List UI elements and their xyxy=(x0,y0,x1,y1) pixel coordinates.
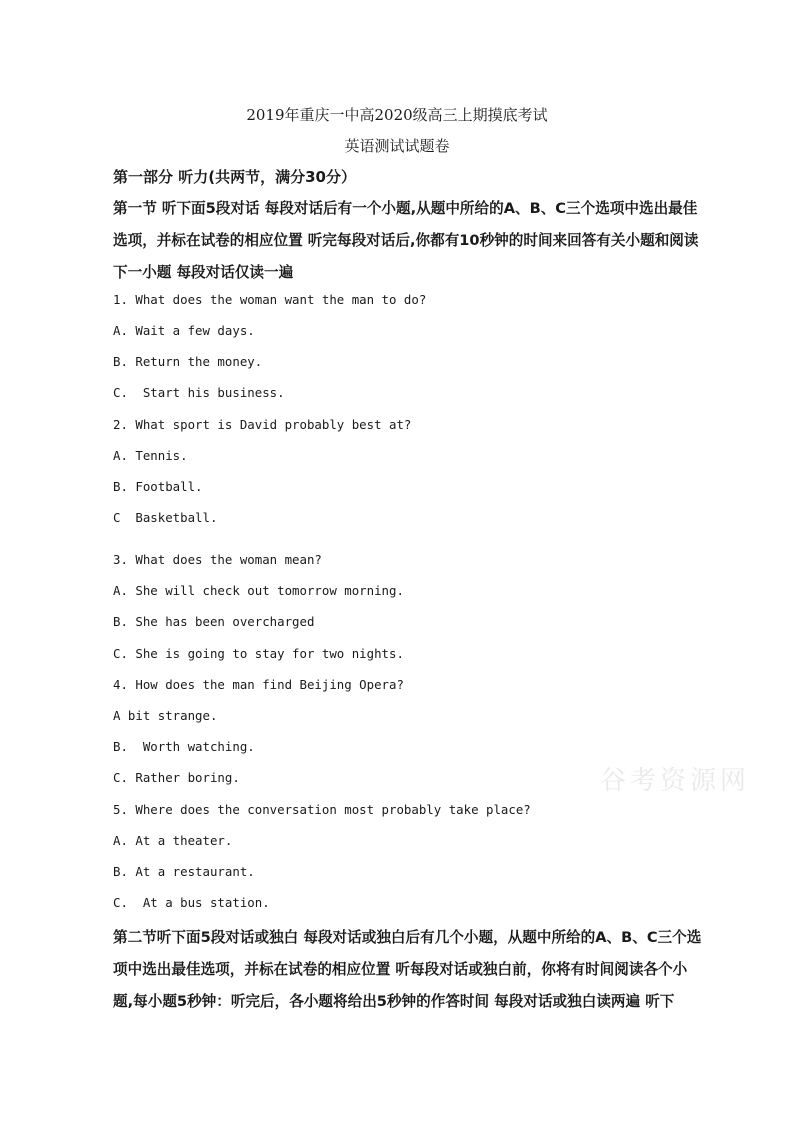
option-line: A. Wait a few days. xyxy=(113,323,255,338)
exam-title: 2019年重庆一中高2020级高三上期摸底考试 xyxy=(246,106,548,124)
part1-heading: 第一部分 听力(共两节，满分30分） xyxy=(113,168,356,186)
question-2: 2. What sport is David probably best at? xyxy=(113,417,412,432)
option-line: A. At a theater. xyxy=(113,833,233,848)
watermark: 谷考资源网 xyxy=(600,766,751,796)
option-line: B. Worth watching. xyxy=(113,739,255,754)
question-3: 3. What does the woman mean? xyxy=(113,552,322,567)
exam-subtitle: 英语测试试题卷 xyxy=(344,137,450,155)
option-line: A bit strange. xyxy=(113,708,218,723)
option-line: C. At a bus station. xyxy=(113,895,270,910)
question-5: 5. Where does the conversation most probably take place? xyxy=(113,802,531,817)
section2-instruction-line: 题,每小题5秒钟：听完后，各小题将给出5秒钟的作答时间 每段对话或独白读两遍 听下 xyxy=(113,993,675,1010)
question-1: 1. What does the woman want the man to do? xyxy=(113,292,427,307)
section2-instruction-line: 项中选出最佳选项，并标在试卷的相应位置 听每段对话或独白前，你将有时间阅读各个小 xyxy=(113,961,688,978)
option-line: C Basketball. xyxy=(113,510,218,525)
section1-instruction-line: 下一小题 每段对话仅读一遍 xyxy=(113,264,294,281)
option-line: A. She will check out tomorrow morning. xyxy=(113,583,404,598)
question-4: 4. How does the man find Beijing Opera? xyxy=(113,677,404,692)
option-line: B. At a restaurant. xyxy=(113,864,255,879)
section1-instruction-line: 选项，并标在试卷的相应位置 听完每段对话后,你都有10秒钟的时间来回答有关小题和阅读 xyxy=(113,232,699,249)
option-line: B. Football. xyxy=(113,479,203,494)
section1-instruction-line: 第一节 听下面5段对话 每段对话后有一个小题,从题中所给的A、B、C三个选项中选出最佳 xyxy=(113,200,698,217)
option-line: C. Rather boring. xyxy=(113,770,240,785)
option-line: C. She is going to stay for two nights. xyxy=(113,646,404,661)
option-line: B. Return the money. xyxy=(113,354,263,369)
section2-instruction-line: 第二节听下面5段对话或独白 每段对话或独白后有几个小题，从题中所给的A、B、C三个选 xyxy=(113,929,702,946)
option-line: A. Tennis. xyxy=(113,448,188,463)
option-line: C. Start his business. xyxy=(113,385,285,400)
option-line: B. She has been overcharged xyxy=(113,614,315,629)
